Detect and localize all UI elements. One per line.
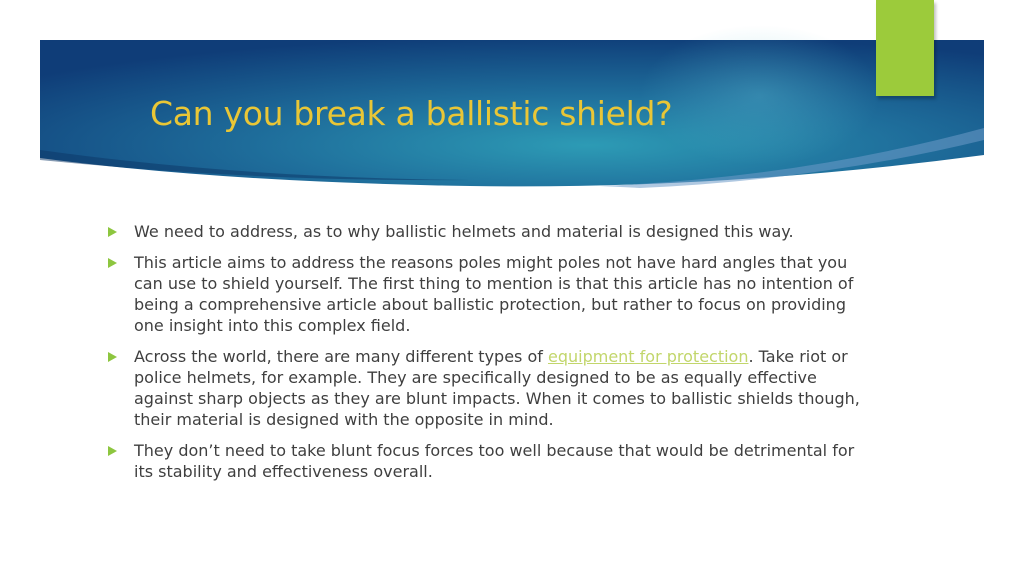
bullet-text: This article aims to address the reasons poles might poles not have hard angles that you can use to shield yourself. The first thing to mention is that this article has no intention of being a comprehensive article about ballistic protection, but rather to focus on providing one insight into this complex field. — [134, 253, 854, 335]
triangle-right-icon — [108, 446, 117, 456]
bullet-text: We need to address, as to why ballistic helmets and material is designed this way. — [134, 222, 794, 241]
triangle-right-icon — [108, 227, 117, 237]
accent-tab — [876, 0, 934, 96]
triangle-right-icon — [108, 258, 117, 268]
bullet-item — [106, 221, 876, 242]
bullet-item — [106, 346, 876, 430]
bullet-list — [106, 221, 876, 492]
equipment-for-protection-link[interactable]: equipment for protection — [547, 347, 749, 366]
bullet-text-before-link: Across the world, there are many different types of — [134, 347, 548, 366]
bullet-text-after-link: . Take riot or police helmets, for example. They are specifically designed to be as equally effective against sharp objects as they are blunt impacts. When it comes to ballistic shields though, their material is designed with the opposite in mind. — [134, 347, 860, 429]
banner-glow — [640, 25, 880, 165]
bullet-text: They don’t need to take blunt focus forces too well because that would be detrimental for its stability and effectiveness overall. — [134, 441, 855, 481]
bullet-item — [106, 440, 876, 482]
triangle-right-icon — [108, 352, 117, 362]
bullet-item — [106, 252, 876, 336]
slide-title: Can you break a ballistic shield? — [150, 94, 673, 133]
